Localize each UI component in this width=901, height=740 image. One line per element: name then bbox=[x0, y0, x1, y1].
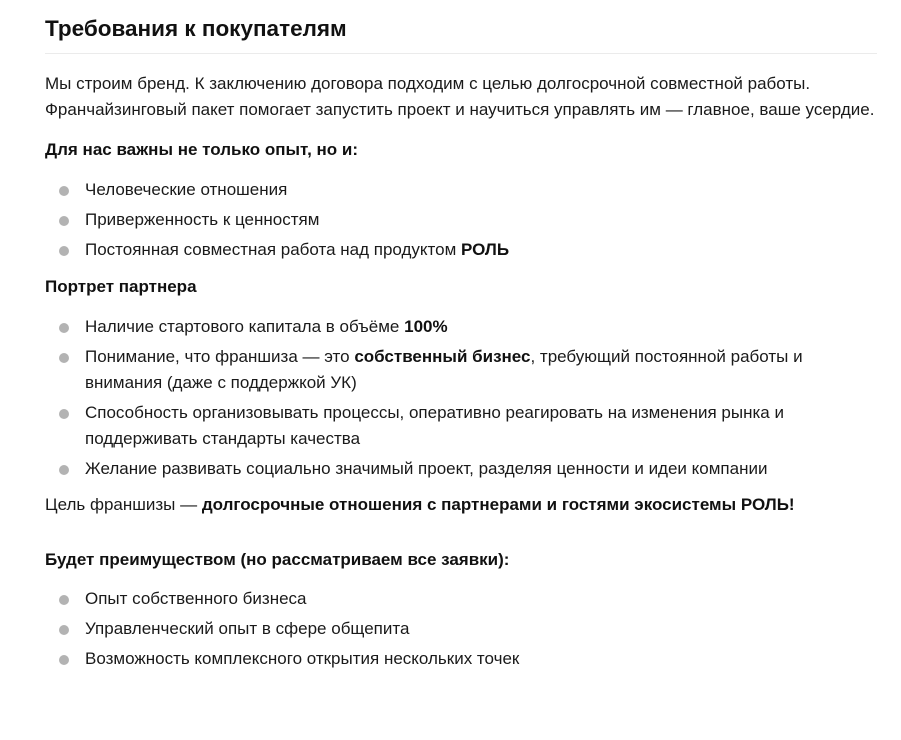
list-item-text: Возможность комплексного открытия нескольких точек bbox=[85, 649, 520, 668]
section-heading-important: Для нас важны не только опыт, но и: bbox=[45, 140, 358, 159]
bullet-icon bbox=[59, 625, 69, 635]
list-advantage bbox=[45, 586, 877, 672]
section-heading-portrait: Портрет партнера bbox=[45, 277, 197, 296]
list-item-text: Способность организовывать процессы, оперативно реагировать на изменения рынка и поддерживать стандарты качества bbox=[85, 403, 784, 448]
bullet-icon bbox=[59, 216, 69, 226]
title-divider bbox=[45, 53, 877, 54]
list-item bbox=[45, 177, 877, 203]
list-item-text-cont: , требующий постоянной работы и внимания (даже с поддержкой УК) bbox=[85, 347, 803, 392]
page-content bbox=[45, 14, 877, 676]
list-item-text: Наличие стартового капитала в объёме bbox=[85, 317, 405, 336]
list-item bbox=[45, 646, 877, 672]
bullet-icon bbox=[59, 409, 69, 419]
franchise-goal bbox=[45, 492, 877, 518]
list-item-text: Человеческие отношения bbox=[85, 180, 288, 199]
goal-emphasis: долгосрочные отношения с партнерами и гостями экосистемы РОЛЬ! bbox=[201, 495, 795, 514]
bullet-icon bbox=[59, 465, 69, 475]
section-heading-advantage: Будет преимуществом (но рассматриваем все заявки): bbox=[45, 550, 510, 569]
bullet-icon bbox=[59, 323, 69, 333]
bullet-icon bbox=[59, 246, 69, 256]
capital-percent: 100% bbox=[404, 317, 448, 336]
intro-paragraph: Мы строим бренд. К заключению договора подходим с целью долгосрочной совместной работы. Франчайзинговый пакет помогает запустить проект и научиться управлять им — главное, ваше усердие. bbox=[45, 74, 875, 119]
list-item-text: Управленческий опыт в сфере общепита bbox=[85, 619, 410, 638]
list-item-text: Приверженность к ценностям bbox=[85, 210, 320, 229]
bullet-icon bbox=[59, 595, 69, 605]
bullet-icon bbox=[59, 353, 69, 363]
bullet-icon bbox=[59, 186, 69, 196]
list-item bbox=[45, 314, 877, 340]
list-item-text: Понимание, что франшиза — это bbox=[85, 347, 355, 366]
list-item-text: Опыт собственного бизнеса bbox=[85, 589, 307, 608]
list-item bbox=[45, 616, 877, 642]
list-item-text: Постоянная совместная работа над продуктом bbox=[85, 240, 462, 259]
own-business-emphasis: собственный бизнес bbox=[354, 347, 531, 366]
list-item bbox=[45, 456, 877, 482]
list-important bbox=[45, 177, 877, 263]
list-item bbox=[45, 400, 877, 452]
page-title: Требования к покупателям bbox=[45, 16, 347, 41]
list-portrait bbox=[45, 314, 877, 482]
list-item bbox=[45, 207, 877, 233]
bullet-icon bbox=[59, 655, 69, 665]
goal-text: Цель франшизы — bbox=[45, 495, 202, 514]
list-item-text: Желание развивать социально значимый проект, разделяя ценности и идеи компании bbox=[85, 459, 768, 478]
list-item bbox=[45, 237, 877, 263]
list-item bbox=[45, 344, 877, 396]
brand-name: РОЛЬ bbox=[461, 240, 510, 259]
list-item bbox=[45, 586, 877, 612]
